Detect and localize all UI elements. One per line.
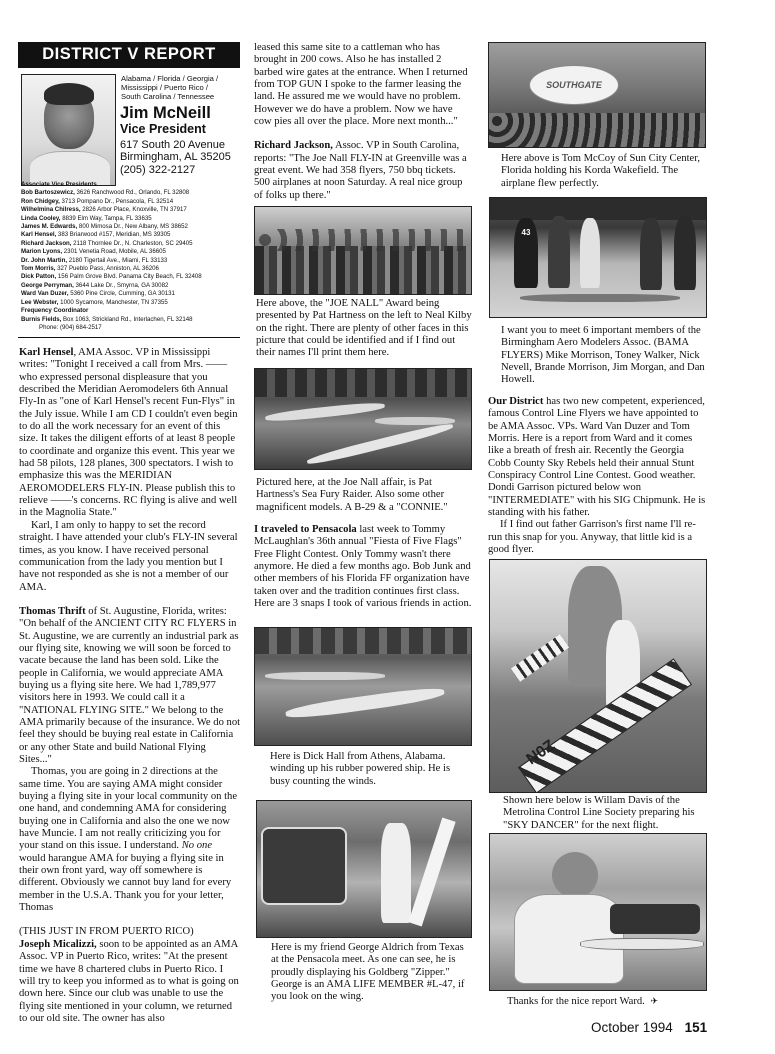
page-number: 151 [684, 1020, 708, 1035]
states-line: Mississippi / Puerto Rico / [121, 82, 208, 92]
states-line: Alabama / Florida / Georgia / [121, 74, 219, 83]
vp-name: Jim McNeill [120, 104, 211, 122]
blimp-label: SOUTHGATE [546, 80, 602, 90]
pr-heading: (THIS JUST IN FROM PUERTO RICO) [19, 926, 194, 938]
associate-entry: Ron Chidgey, 3713 Pompano Dr., Pensacola, FL 32514 [21, 197, 174, 205]
associate-entry: Tom Morris, 327 Pueblo Pass, Anniston, AL 36206 [21, 265, 159, 273]
freq-heading: Frequency Coordinator [21, 307, 89, 315]
vp-portrait [21, 74, 116, 186]
associate-entry: Richard Jackson, 2118 Thornlee Dr., N. Charleston, SC 29405 [21, 239, 193, 247]
karl-letter: Karl Hensel, AMA Assoc. VP in Mississippi writes: "Tonight I received a call from Mrs. —— who expressed personal displeasure that you described the Meridian Aeromodelers 6th Annual Fly-In as "one of Karl Hensel's recent Fun-Flys" in the July issue. While I am CD I couldn't even begin to do all the work necessary for an event of this size. It takes the diligent efforts of at least 8 people to coordinate and organize this event. This year we had 58 pilots, 128 planes, 300 spectators. I wish to emphasize this was the MERIDIAN AEROMODELERS FLY-IN. Please publish this to relieve ——'s concerns. RC flying is alive and well in the Magnolia State." [19, 347, 238, 519]
caption-william-davis: Shown here below is Willam Davis of the Metrolina Control Line Society preparing his "SKY DANCER" for the next flight. [503, 795, 695, 831]
photo-george-aldrich [256, 800, 472, 938]
page-footer [591, 1020, 741, 1035]
freq-coordinator: Burnis Fields, Box 1063, Strickland Rd., Interlachen, FL 32148 [21, 315, 193, 323]
photo-william-davis [489, 833, 707, 991]
vp-title: Vice President [120, 122, 206, 136]
thrift-letter: Thomas Thrift of St. Augustine, Florida, writes: "On behalf of the ANCIENT CITY RC FLYERS in St. Augustine, we are currently an industrial park as our flying site, knowing we will soon be forced to vacate because the land has been sold. Like the people in California, we would appreciate AMA buying us a flying site here. We had 1,789,977 visitors here in 1993. We could call it a "NATIONAL FLYING SITE." We belong to the AMA primarily because of the insurance. We do not feel they should be buying real estate in California or any other State and build National Flying Sites..." [19, 605, 241, 765]
report-banner: DISTRICT V REPORT [18, 42, 240, 68]
caption-tom-mccoy: Here above is Tom McCoy of Sun City Center, Florida holding his Korda Wakefield. The airplane flew perfectly. [501, 153, 701, 189]
caption-dick-hall: Here is Dick Hall from Athens, Alabama. winding up his rubber powered ship. He is busy counting the winds. [270, 751, 451, 787]
column-2-top [254, 42, 472, 202]
wing-lettering: N0Z [523, 736, 559, 769]
photo-tom-mccoy [488, 42, 706, 148]
pr-letter-continued: leased this same site to a cattleman who has brought in 200 cows. Also he has installed 2 barbed wire gates at the entrance. When I returned from TOP GUN I spoke to the farmer leasing the land. He assured me we would have no problem. However we do have a problem. Now we have cow pies all over the place. More next month..." [254, 42, 468, 128]
associate-entry: Linda Cooley, 8839 Elm Way, Tampa, FL 33635 [21, 214, 152, 222]
caption-joe-nall-award: Here above, the "JOE NALL" Award being presented by Pat Hartness on the left to Neal Kilby on the right. There are plenty of other faces in this picture that could be identified and if I find out their names I'll print them here. [256, 298, 472, 359]
caption-thanks: Thanks for the nice report Ward. ✈ [507, 996, 658, 1007]
photo-bama-flyers [489, 197, 707, 318]
associate-vps [21, 181, 239, 332]
caption-bama-flyers: I want you to meet 6 important members of the Birmingham Aero Modelers Assoc. (BAMA FLYERS) Mike Morrison, Toney Walker, Nick Nevell, Brande Morrison, Jim Morgan, and Dan Howell. [501, 325, 705, 386]
associate-entry: Bob Bartoszewicz, 3626 Ranchwood Rd., Orlando, FL 32808 [21, 189, 190, 197]
freq-phone: Phone: (904) 684-2517 [39, 323, 102, 331]
associate-entry: Ward Van Duzer, 5360 Pine Circle, Cumming, GA 30131 [21, 290, 175, 298]
report-header [18, 42, 240, 338]
associate-entry: Lee Webster, 1000 Sycamore, Manchester, TN 37355 [21, 298, 168, 306]
associate-entry: Wilhelmina Chilress, 2826 Arbor Place, Knoxville, TN 37917 [21, 206, 187, 214]
associates-heading: Associate Vice Presidents [21, 181, 97, 188]
issue-date: October 1994 [591, 1020, 673, 1035]
blimp [529, 65, 619, 105]
our-district-report [488, 396, 707, 556]
associate-entry: Marion Lyons, 2301 Venetia Road, Mobile, AL 36605 [21, 248, 166, 256]
vp-address [120, 139, 231, 176]
pr-letter: Joseph Micalizzi, soon to be appointed as an AMA Assoc. VP in Puerto Rico, writes: "At the present time we have 8 chartered clubs in Puerto Rico. I will try to keep you informed as to what is going on down here. Since our club was unable to use the flying site mentioned in your column, we returned to our old site. The owner has also [19, 938, 239, 1024]
pensacola-paragraph: I traveled to Pensacola last week to Tommy McLaughlan's 36th annual "Fiesta of Five Flags" Free Flight Contest. Only Tommy wasn't there anymore. He died a few months ago. Bob Junk and other members of his Florida FF organization have taken over and the tradition continues first class. Here are 3 snaps I took of various friends in action. [254, 524, 472, 610]
column-1 [19, 347, 241, 1025]
district-states [121, 75, 239, 101]
address-line: (205) 322-2127 [120, 163, 196, 176]
photo-joe-nall-award [254, 206, 472, 295]
associates-list [21, 189, 239, 307]
address-line: Birmingham, AL 35205 [120, 151, 231, 164]
associate-entry: Dr. John Martin, 2180 Tigertail Ave., Miami, FL 33133 [21, 256, 168, 264]
associate-entry: Dick Patton, 156 Palm Grove Blvd. Panama City Beach, FL 32408 [21, 273, 202, 281]
thrift-reply: Thomas, you are going in 2 directions at the same time. You are saying AMA might consider buying a flying site in your local community on the one hand, and condemning AMA for considering buying one in California and also the one we now have Muncie. I am not really criticizing you for your stand on this issue. I understand. No one would harangue AMA for buying a flying site in their own front yard, way off somewhere is different. Obviously we cannot buy land for every member in the U.S.A. Thank you for your letter, Thomas [19, 766, 238, 914]
karl-reply: Karl, I am only to happy to set the record straight. I have attended your club's FLY-IN several times, as you know. I have received personal communication from the lady you mention but I have not responded as she is not a member of our AMA. [19, 519, 238, 593]
states-line: South Carolina / Tennessee [121, 91, 215, 101]
our-district-paragraph: Our District has two new competent, experienced, famous Control Line Flyers we have appointed to be AMA Assoc. VPs. Ward Van Duzer and Tom Morris. Here is a report from Ward and it comes like a breath of fresh air. Recently the Georgia Cobb County Sky Rebels held their annual Stunt Conspiracy Control Line Contest. Good weather. Dondi Garrison pictured below won "INTERMEDIATE" with his SIG Chipmunk. He is standing with his father. [488, 396, 706, 519]
photo-dondi-garrison [489, 559, 707, 793]
our-district-paragraph-2: If I find out father Garrison's first name I'll re-run this snap for you. Anyway, that little kid is a good flyer. [488, 519, 696, 556]
photo-dick-hall [254, 627, 472, 746]
associate-entry: George Perryman, 3644 Lake Dr., Smyrna, GA 30082 [21, 281, 169, 289]
pensacola-report [254, 524, 472, 610]
caption-george-aldrich: Here is my friend George Aldrich from Texas at the Pensacola meet. As one can see, he is proudly displaying his Goldberg "Zipper." George is an AMA LIFE MEMBER #L-47, if you look on the wing. [271, 942, 465, 1003]
jackson-report: Richard Jackson, Assoc. VP in South Carolina, reports: "The Joe Nall FLY-IN at Greenville was a great event. We had 358 flyers, 750 bbq tickets. 500 airplanes at noon Saturday. A real nice group of folks up there." [254, 140, 467, 201]
photo-sea-fury [254, 368, 472, 470]
shirt-number: 43 [521, 228, 531, 237]
associate-entry: Karl Hensel, 383 Briarwood #157, Meridian, MS 39305 [21, 231, 171, 239]
airplane-icon: ✈ [650, 997, 658, 1007]
associate-entry: James M. Edwards, 800 Mimosa Dr., New Albany, MS 38652 [21, 223, 188, 231]
address-line: 617 South 20 Avenue [120, 139, 226, 151]
caption-sea-fury: Pictured here, at the Joe Nall affair, is Pat Hartness's Sea Fury Raider. Also some other magnificent models. A B-29 & a "CONNIE." [256, 477, 448, 513]
